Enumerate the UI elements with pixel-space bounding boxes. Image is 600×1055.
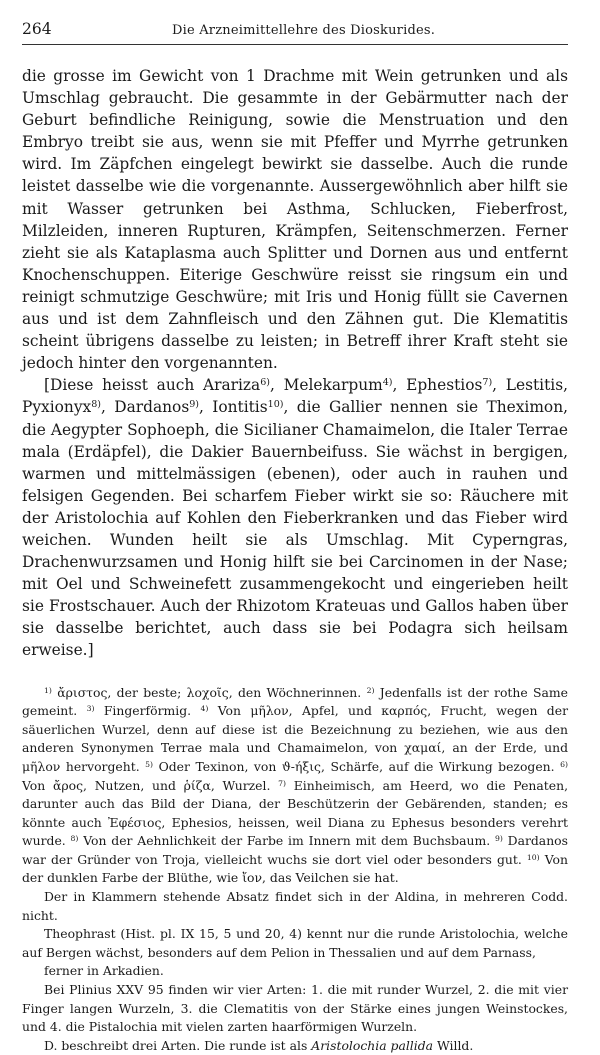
body-text — [22, 65, 568, 662]
running-head — [22, 20, 568, 45]
footnotes — [22, 684, 568, 1055]
footnote-ref-7: 7) — [482, 377, 493, 389]
species-name: Aristolochia pallida — [311, 1037, 434, 1053]
note-dioskurides-species: D. beschreibt drei Arten. Die runde ist als Aristolochia pallida Willd. — [44, 1037, 474, 1053]
running-title: Die Arzneimittellehre des Dioskurides. — [172, 23, 436, 38]
footnote-ref-8: 8) — [91, 399, 102, 411]
note-aldina: Der in Klammern stehende Absatz findet sich in der Aldina, in mehreren Codd. nicht. — [22, 889, 568, 923]
footnote-ref-4: 4) — [382, 377, 393, 389]
footnote-block: $^{1)}$ ἄριστος, der beste; λοχοῖς, den Wöchnerinnen. $^{2)}$ Jedenfalls ist der rothe Same gemeint. $^{3)}$ Fingerförmig. $^{4)}$ Von μῆλον, Apfel, und καρπός, Frucht, wegen der säuerlichen Wurzel, denn auf diese ist die Bezeichnung zu beziehen, wie aus den anderen Synonymen Terrae mala und Chamaimelon, von χαμαί, an der Erde, und μῆλον hervorgeht. $^{5)}$ Oder Texinon, von ϑ-ήξις, Schärfe, auf die Wirkung bezogen. $^{6)}$ Von ἄρος, Nutzen, und ῥίζα, Wurzel. $^{7)}$ Einheimisch, am Heerd, wo die Penaten, darunter auch das Bild der Diana, der Beschützerin der Gebärenden, standen; es könnte auch Ἐφέσιος, Ephesios, heissen, weil Diana zu Ephesus besonders verehrt wurde. $^{8)}$ Von der Aehnlichkeit der Farbe im Innern mit dem Buchsbaum. $^{9)}$ Dardanos war der Gründer von Troja, vielleicht wuchs sie dort viel oder besonders gut. $^{10)}$ Von der dunklen Farbe der Blüthe, wie ἴον, das Veilchen sie hat. — [22, 684, 569, 886]
note-theophrast: Theophrast (Hist. pl. IX 15, 5 und 20, 4) kennt nur die runde Aristolochia, welche auf Bergen wächst, besonders auf dem Pelion in Thessalien und auf dem Parnass, — [22, 926, 568, 960]
note-plinius: Bei Plinius XXV 95 finden wir vier Arten: 1. die mit runder Wurzel, 2. die mit vier Finger langen Wurzeln, 3. die Clematitis von der Stärke eines jungen Weinstockes, und 4. die Pistalochia mit vielen zarten haarförmigen Wurzeln. — [22, 982, 568, 1035]
paragraph-synonyms: [Diese heisst auch Arariza$^{6)}$, Melekarpum$^{4)}$, Ephestios$^{7)}$, Lestitis, Pyxionyx$^{8)}$, Dardanos$^{9)}$, Iontitis$^{10)}$, die Gallier nennen sie Theximon, die Aegypter Sophoeph, die Sicilianer Chamaimelon, die Italer Terrae mala (Erdäpfel), die Dakier Bauernbeifuss. Sie wächst in bergigen, warmen und mittelmässigen (ebenen), oder auch in rauhen und felsigen Gegenden. Bei scharfem Fieber wirkt sie so: Räuchere mit der Aristolochia auf Kohlen den Fieberkranken und das Fieber wird weichen. Wunden heilt sie als Umschlag. Mit Cyperngras, Drachenwurzsamen und Honig hilft sie bei Carcinomen in der Nase; mit Oel und Schweinefett zusammengekocht und eingerieben heilt sie Frostschauer. Auch der Rhizotom Krateuas und Gallos haben über sie dasselbe berichtet, auch dass sie bei Podagra sich heilsam erweise.] — [22, 376, 569, 660]
note-theophrast-continued: ferner in Arkadien. — [44, 963, 164, 979]
paragraph-continuation: die grosse im Gewicht von 1 Drachme mit Wein getrunken und als Umschlag gebraucht. Die gesammte in der Gebärmutter nach der Geburt befindliche Reinigung, sowie die Menstruation und den Embryo treibt sie aus, wenn sie mit Pfeffer und Myrrhe getrunken wird. Im Zäpfchen eingelegt bewirkt sie dasselbe. Auch die runde leistet dasselbe wie die vorgenannte. Aussergewöhnlich aber hilft sie mit Wasser getrunken bei Asthma, Schlucken, Fieberfrost, Milzleiden, inneren Rupturen, Krämpfen, Seitenschmerzen. Ferner zieht sie als Kataplasma auch Splitter und Dornen aus und entfernt Knochenschuppen. Eiterige Geschwüre reisst sie ringsum ein und reinigt schmutzige Geschwüre; mit Iris und Honig füllt sie Cavernen aus und ist dem Zahnfleisch und den Zähnen gut. Die Klematitis scheint übrigens dasselbe zu leisten; in Betreff ihrer Kraft steht sie jedoch hinter den vorgenannten. — [22, 67, 568, 373]
footnote-ref-10: 10) — [267, 399, 284, 411]
footnote-ref-9: 9) — [189, 399, 200, 411]
page-number: 264 — [22, 20, 52, 38]
footnote-ref-6: 6) — [260, 377, 271, 389]
